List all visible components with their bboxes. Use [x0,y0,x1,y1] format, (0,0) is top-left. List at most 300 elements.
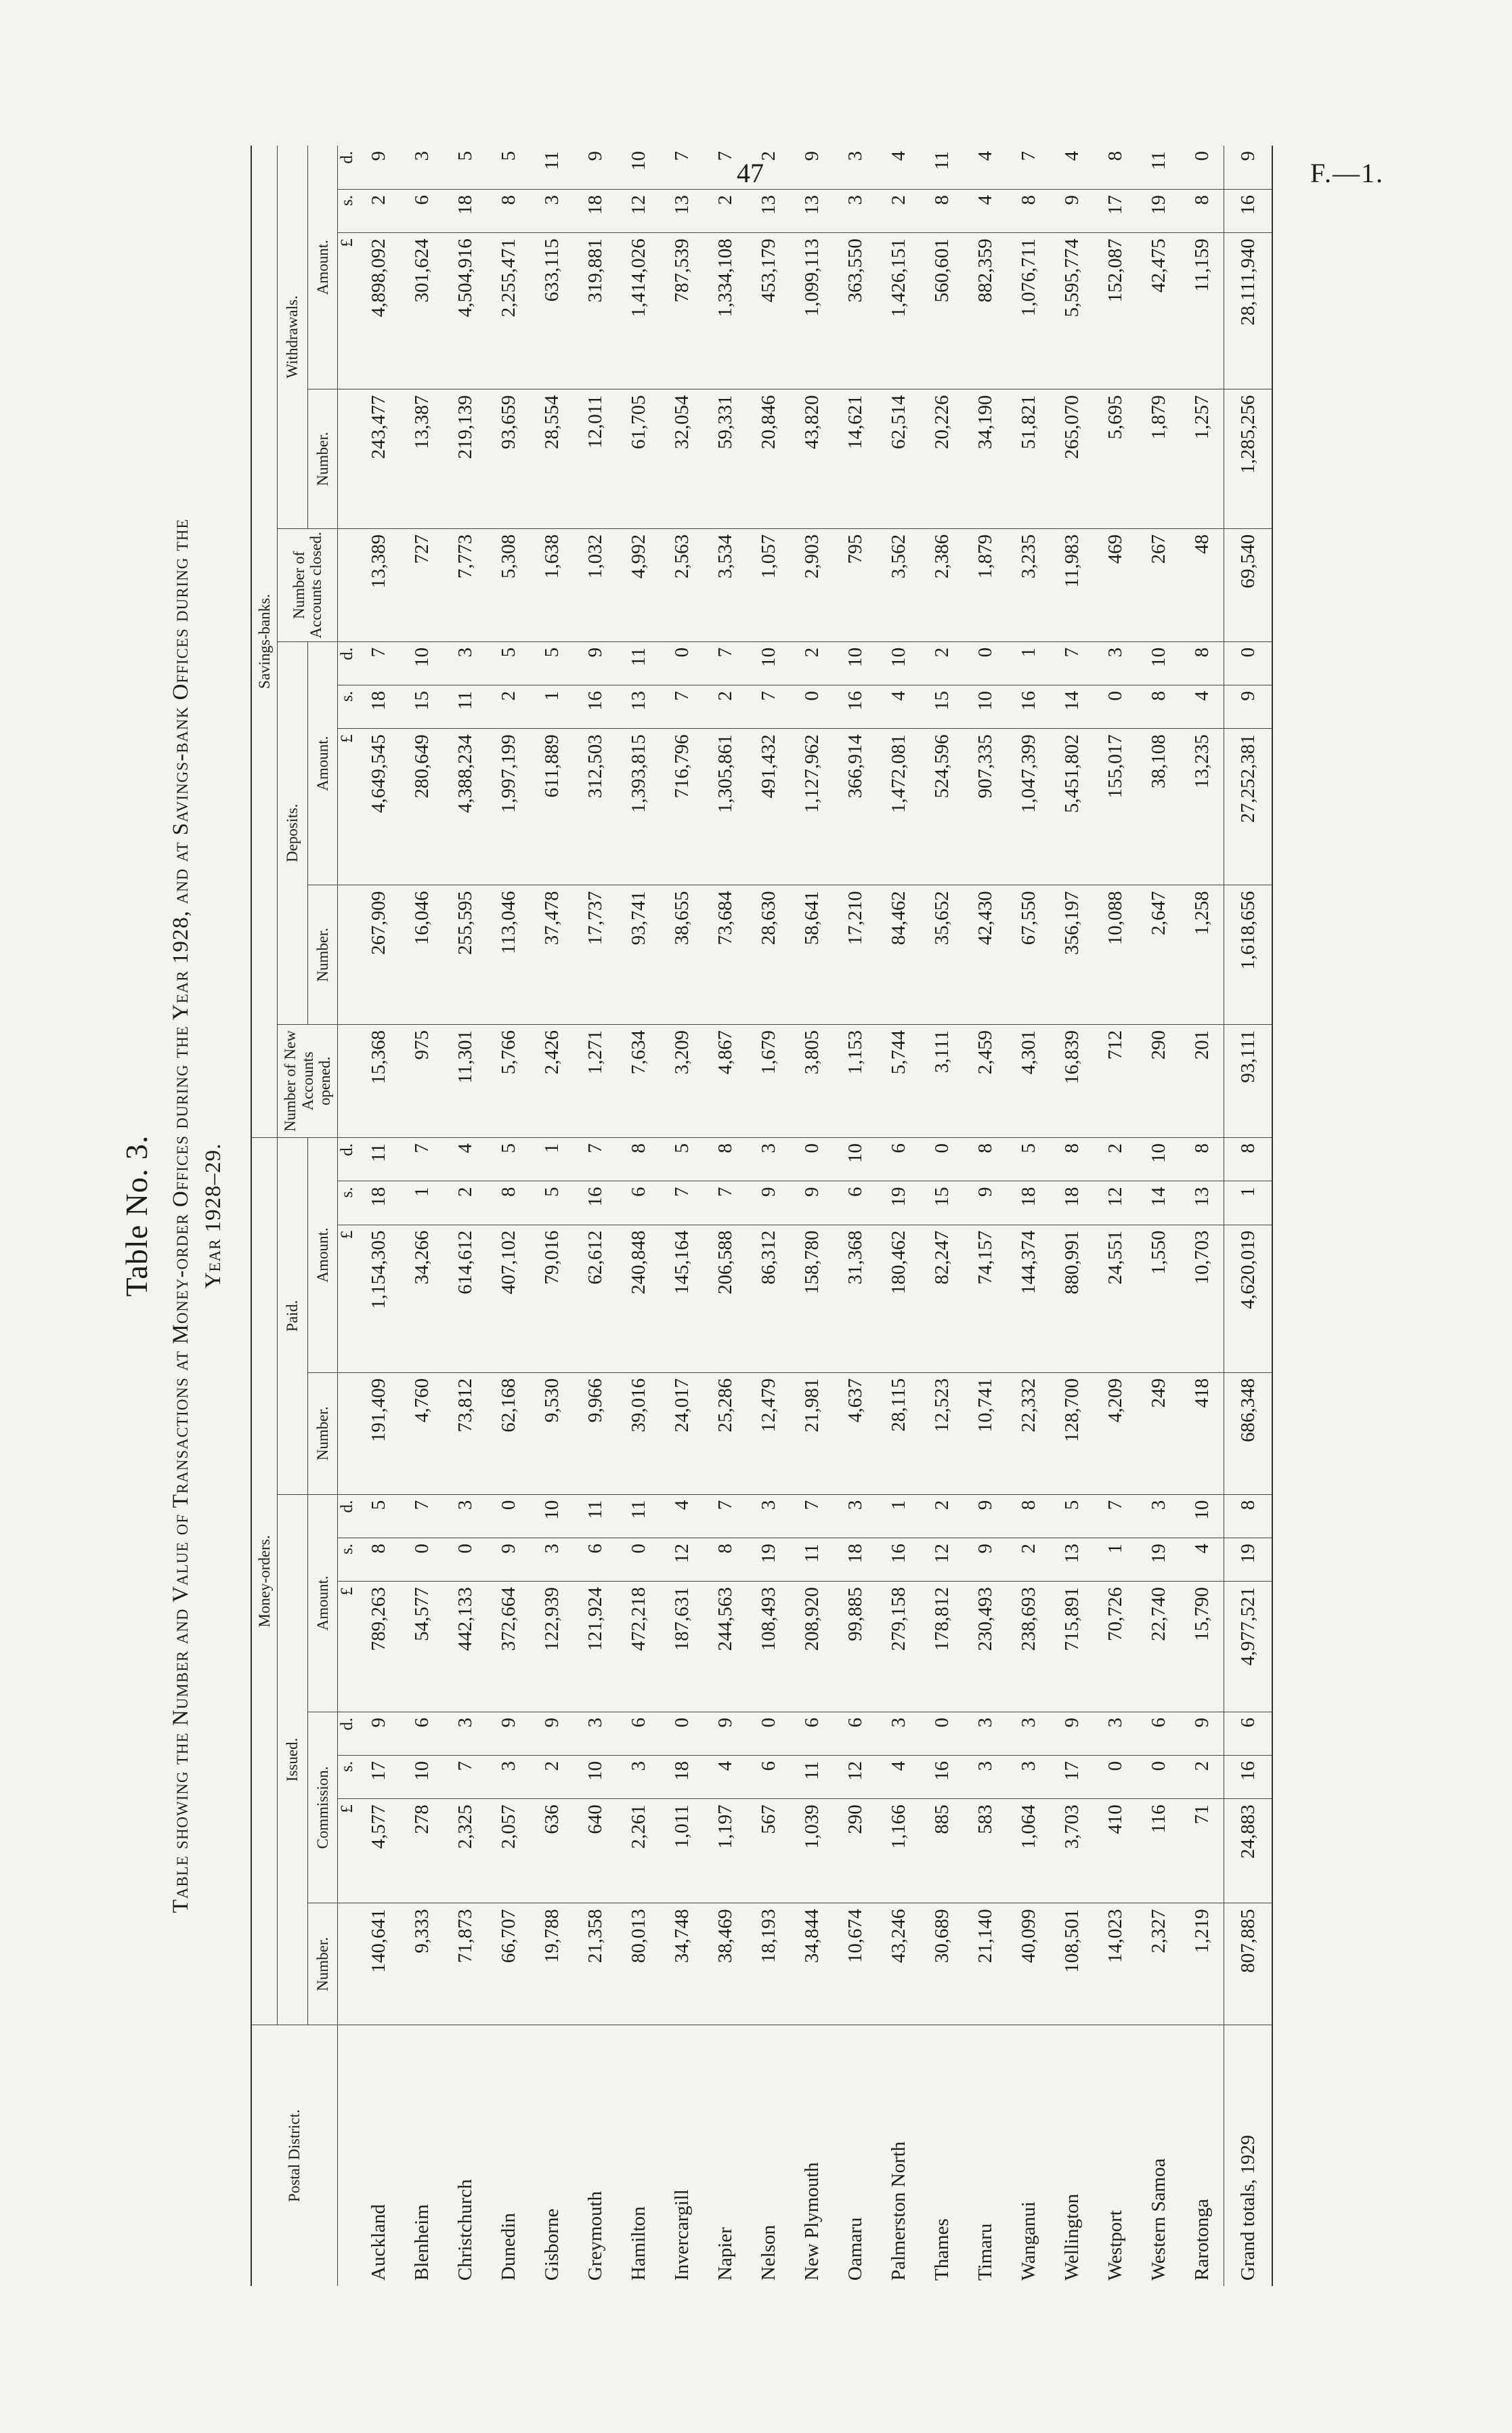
cell-closed: 1,879 [964,528,1007,641]
cell-dep-s: 8 [1137,685,1180,729]
cell-dep-d: 2 [920,641,964,685]
cell-iss-num: 108,501 [1050,1903,1094,2025]
cell-iss-l: 715,891 [1050,1582,1094,1712]
cell-new-acc: 93,111 [1224,1024,1273,1137]
cell-dep-d: 11 [617,641,660,685]
unit-pence: d. [338,1712,358,1755]
cell-new-acc: 11,301 [444,1024,487,1137]
table-row [617,146,660,2286]
cell-closed: 2,563 [660,528,704,641]
cell-dep-s: 16 [574,685,617,729]
cell-paid-d: 8 [1180,1137,1224,1181]
table-title: Table No. 3. [119,1135,154,1297]
cell-dep-l: 4,388,234 [444,729,487,885]
cell-new-acc: 4,301 [1007,1024,1050,1137]
cell-paid-l: 145,164 [660,1225,704,1372]
district-name: New Plymouth [800,2162,823,2281]
table-row [1050,146,1094,2286]
cell-paid-l: 34,266 [400,1225,444,1372]
cell-com-s: 7 [444,1756,487,1799]
cell-dep-s: 15 [400,685,444,729]
cell-com-d: 9 [487,1712,530,1755]
cell-iss-d: 3 [1137,1494,1180,1538]
cell-paid-l: 180,462 [877,1225,920,1372]
cell-wd-s: 8 [1180,189,1224,232]
cell-paid-l: 10,703 [1180,1225,1224,1372]
cell-wd-d: 4 [877,146,920,189]
cell-paid-d: 8 [704,1137,747,1181]
cell-paid-num: 686,348 [1224,1372,1273,1494]
cell-wd-l: 152,087 [1094,233,1137,389]
cell-wd-d: 3 [400,146,444,189]
cell-com-l: 116 [1137,1799,1180,1903]
cell-com-s: 2 [1180,1756,1224,1799]
cell-closed: 1,638 [530,528,574,641]
cell-paid-l: 1,154,305 [357,1225,400,1372]
cell-com-d: 6 [1224,1712,1273,1755]
cell-dep-s: 16 [834,685,877,729]
cell-wd-l: 363,550 [834,233,877,389]
cell-iss-num: 43,246 [877,1903,920,2025]
cell-dep-d: 3 [444,641,487,685]
cell-paid-d: 5 [660,1137,704,1181]
cell-paid-d: 8 [1224,1137,1273,1181]
cell-paid-d: 10 [834,1137,877,1181]
cell-wd-num: 32,054 [660,389,704,529]
cell-wd-s: 2 [704,189,747,232]
district-name: Wellington [1060,2193,1083,2281]
district-name: Invercargill [670,2189,693,2281]
cell-iss-num: 14,023 [1094,1903,1137,2025]
cell-wd-s: 17 [1094,189,1137,232]
cell-wd-l: 787,539 [660,233,704,389]
header-paid: Paid. [278,1137,307,1494]
cell-paid-num: 25,286 [704,1372,747,1494]
cell-dep-d: 10 [747,641,790,685]
table-row [400,146,444,2286]
cell-paid-d: 11 [357,1137,400,1181]
header-deposits-amount: Amount. [307,641,337,885]
cell-com-d: 3 [1007,1712,1050,1755]
header-issued-number: Number. [307,1903,337,2025]
cell-dep-l: 27,252,381 [1224,729,1273,885]
cell-iss-l: 121,924 [574,1582,617,1712]
cell-dep-num: 73,684 [704,885,747,1025]
cell-paid-num: 28,115 [877,1372,920,1494]
cell-new-acc: 16,839 [1050,1024,1094,1137]
cell-new-acc: 5,766 [487,1024,530,1137]
cell-com-l: 2,325 [444,1799,487,1903]
district-name: Blenheim [410,2204,433,2281]
cell-dep-l: 280,649 [400,729,444,885]
cell-com-l: 1,064 [1007,1799,1050,1903]
cell-new-acc: 3,111 [920,1024,964,1137]
cell-com-d: 0 [747,1712,790,1755]
cell-com-l: 567 [747,1799,790,1903]
unit-pence: d. [338,146,358,189]
cell-wd-s: 9 [1050,189,1094,232]
cell-wd-d: 7 [704,146,747,189]
cell-paid-s: 7 [704,1181,747,1225]
cell-wd-l: 28,111,940 [1224,233,1273,389]
cell-dep-d: 7 [704,641,747,685]
header-issued: Issued. [278,1494,307,2025]
unit-shilling: s. [338,685,358,729]
cell-paid-s: 9 [747,1181,790,1225]
cell-paid-num: 24,017 [660,1372,704,1494]
cell-paid-l: 158,780 [790,1225,834,1372]
cell-paid-s: 9 [964,1181,1007,1225]
cell-iss-s: 11 [790,1538,834,1581]
cell-iss-d: 11 [617,1494,660,1538]
cell-iss-l: 15,790 [1180,1582,1224,1712]
cell-com-s: 4 [704,1756,747,1799]
cell-paid-num: 12,479 [747,1372,790,1494]
cell-wd-s: 3 [834,189,877,232]
cell-iss-num: 34,844 [790,1903,834,2025]
cell-com-l: 24,883 [1224,1799,1273,1903]
cell-wd-num: 34,190 [964,389,1007,529]
cell-paid-l: 206,588 [704,1225,747,1372]
cell-paid-s: 8 [487,1181,530,1225]
cell-closed: 5,308 [487,528,530,641]
district-name: Hamilton [627,2206,649,2281]
cell-com-s: 0 [1137,1756,1180,1799]
cell-paid-s: 9 [790,1181,834,1225]
cell-wd-l: 1,099,113 [790,233,834,389]
district-name: Palmerston North [887,2141,909,2281]
cell-new-acc: 712 [1094,1024,1137,1137]
header-paid-number: Number. [307,1372,337,1494]
cell-wd-l: 42,475 [1137,233,1180,389]
cell-closed: 267 [1137,528,1180,641]
cell-wd-l: 11,159 [1180,233,1224,389]
cell-paid-s: 14 [1137,1181,1180,1225]
cell-iss-d: 10 [1180,1494,1224,1538]
cell-wd-num: 1,285,256 [1224,389,1273,529]
cell-dep-d: 5 [487,641,530,685]
header-paid-amount: Amount. [307,1137,337,1372]
cell-iss-d: 3 [747,1494,790,1538]
cell-dep-num: 84,462 [877,885,920,1025]
cell-dep-d: 7 [1050,641,1094,685]
cell-iss-l: 187,631 [660,1582,704,1712]
table-header [251,146,338,2286]
cell-iss-l: 70,726 [1094,1582,1137,1712]
cell-wd-d: 7 [660,146,704,189]
cell-iss-d: 3 [834,1494,877,1538]
cell-com-d: 6 [400,1712,444,1755]
cell-com-d: 0 [660,1712,704,1755]
cell-wd-num: 20,226 [920,389,964,529]
district-name: Wanganui [1017,2201,1039,2281]
cell-paid-d: 0 [790,1137,834,1181]
table-description [165,132,230,2300]
cell-closed: 11,983 [1050,528,1094,641]
cell-wd-num: 265,070 [1050,389,1094,529]
cell-paid-num: 9,530 [530,1372,574,1494]
unit-pence: d. [338,641,358,685]
cell-wd-d: 9 [574,146,617,189]
cell-dep-d: 10 [1137,641,1180,685]
cell-iss-d: 10 [530,1494,574,1538]
cell-closed: 3,562 [877,528,920,641]
cell-paid-d: 4 [444,1137,487,1181]
cell-paid-s: 6 [617,1181,660,1225]
cell-new-acc: 3,209 [660,1024,704,1137]
cell-dep-num: 255,595 [444,885,487,1025]
cell-new-acc: 975 [400,1024,444,1137]
cell-dep-s: 18 [357,685,400,729]
cell-iss-s: 3 [530,1538,574,1581]
cell-com-s: 17 [1050,1756,1094,1799]
cell-com-d: 9 [1050,1712,1094,1755]
cell-iss-s: 16 [877,1538,920,1581]
cell-com-s: 3 [487,1756,530,1799]
cell-paid-num: 191,409 [357,1372,400,1494]
cell-closed: 795 [834,528,877,641]
cell-wd-d: 5 [444,146,487,189]
district-name: Dunedin [497,2213,519,2281]
cell-dep-num: 1,618,656 [1224,885,1273,1025]
cell-paid-num: 418 [1180,1372,1224,1494]
cell-wd-l: 2,255,471 [487,233,530,389]
cell-iss-num: 19,788 [530,1903,574,2025]
cell-wd-num: 243,477 [357,389,400,529]
cell-iss-l: 22,740 [1137,1582,1180,1712]
cell-wd-num: 59,331 [704,389,747,529]
cell-dep-l: 312,503 [574,729,617,885]
header-postal-district: Postal District. [251,2025,338,2286]
cell-paid-s: 16 [574,1181,617,1225]
cell-dep-d: 8 [1180,641,1224,685]
cell-wd-num: 219,139 [444,389,487,529]
unit-shilling: s. [338,1538,358,1581]
cell-dep-num: 58,641 [790,885,834,1025]
cell-wd-l: 4,504,916 [444,233,487,389]
table-row [1094,146,1137,2286]
cell-iss-num: 80,013 [617,1903,660,2025]
cell-iss-l: 279,158 [877,1582,920,1712]
cell-new-acc: 290 [1137,1024,1180,1137]
cell-dep-num: 10,088 [1094,885,1137,1025]
cell-wd-s: 8 [487,189,530,232]
district-name: Timaru [974,2223,996,2281]
unit-pound: £ [338,1582,358,1712]
unit-pound: £ [338,729,358,885]
cell-com-d: 9 [1180,1712,1224,1755]
district-name: Christchurch [454,2179,476,2281]
cell-com-l: 640 [574,1799,617,1903]
cell-iss-s: 19 [747,1538,790,1581]
cell-closed: 7,773 [444,528,487,641]
cell-closed: 48 [1180,528,1224,641]
cell-paid-l: 31,368 [834,1225,877,1372]
cell-paid-l: 4,620,019 [1224,1225,1273,1372]
cell-dep-l: 524,596 [920,729,964,885]
district-name: Gisborne [540,2208,563,2281]
cell-dep-l: 155,017 [1094,729,1137,885]
table-row [1180,146,1224,2286]
cell-dep-num: 37,478 [530,885,574,1025]
cell-iss-num: 40,099 [1007,1903,1050,2025]
cell-closed: 3,534 [704,528,747,641]
cell-wd-l: 633,115 [530,233,574,389]
cell-iss-s: 12 [660,1538,704,1581]
cell-wd-l: 301,624 [400,233,444,389]
cell-dep-num: 356,197 [1050,885,1094,1025]
cell-iss-s: 2 [1007,1538,1050,1581]
district-name: Westport [1104,2210,1126,2281]
unit-pound: £ [338,233,358,389]
cell-paid-d: 6 [877,1137,920,1181]
cell-wd-d: 10 [617,146,660,189]
cell-dep-d: 0 [660,641,704,685]
table-row [574,146,617,2286]
cell-wd-d: 2 [747,146,790,189]
cell-paid-num: 249 [1137,1372,1180,1494]
district-name: Nelson [757,2224,779,2281]
cell-paid-s: 1 [1224,1181,1273,1225]
cell-iss-l: 99,885 [834,1582,877,1712]
cell-dep-l: 1,997,199 [487,729,530,885]
cell-wd-d: 7 [1007,146,1050,189]
unit-shilling: s. [338,1756,358,1799]
page-number: 47 [737,158,764,188]
district-name: Thames [930,2218,953,2281]
cell-iss-l: 442,133 [444,1582,487,1712]
cell-dep-d: 0 [1224,641,1273,685]
cell-iss-s: 8 [357,1538,400,1581]
cell-iss-l: 4,977,521 [1224,1582,1273,1712]
cell-paid-l: 144,374 [1007,1225,1050,1372]
cell-paid-s: 13 [1180,1181,1224,1225]
cell-paid-num: 73,812 [444,1372,487,1494]
cell-paid-d: 0 [920,1137,964,1181]
table-row [920,146,964,2286]
cell-paid-s: 5 [530,1181,574,1225]
cell-com-s: 3 [617,1756,660,1799]
cell-iss-l: 230,493 [964,1582,1007,1712]
table-row [704,146,747,2286]
cell-new-acc: 1,271 [574,1024,617,1137]
cell-dep-l: 491,432 [747,729,790,885]
cell-closed: 4,992 [617,528,660,641]
cell-new-acc: 201 [1180,1024,1224,1137]
cell-com-l: 1,197 [704,1799,747,1903]
cell-iss-d: 8 [1224,1494,1273,1538]
cell-iss-l: 54,577 [400,1582,444,1712]
cell-dep-l: 5,451,802 [1050,729,1094,885]
cell-paid-l: 82,247 [920,1225,964,1372]
cell-wd-d: 3 [834,146,877,189]
cell-dep-d: 9 [574,641,617,685]
cell-com-l: 583 [964,1799,1007,1903]
cell-paid-num: 9,966 [574,1372,617,1494]
cell-wd-s: 13 [660,189,704,232]
cell-iss-d: 7 [400,1494,444,1538]
cell-iss-d: 7 [1094,1494,1137,1538]
cell-dep-num: 28,630 [747,885,790,1025]
cell-dep-s: 4 [1180,685,1224,729]
cell-paid-l: 1,550 [1137,1225,1180,1372]
cell-paid-num: 22,332 [1007,1372,1050,1494]
cell-closed: 1,057 [747,528,790,641]
cell-dep-num: 35,652 [920,885,964,1025]
cell-wd-d: 4 [964,146,1007,189]
cell-iss-d: 9 [964,1494,1007,1538]
cell-com-l: 636 [530,1799,574,1903]
cell-dep-s: 15 [920,685,964,729]
cell-paid-num: 39,016 [617,1372,660,1494]
cell-com-s: 10 [574,1756,617,1799]
cell-dep-s: 10 [964,685,1007,729]
cell-paid-num: 62,168 [487,1372,530,1494]
cell-iss-l: 208,920 [790,1582,834,1712]
cell-dep-d: 5 [530,641,574,685]
cell-dep-num: 67,550 [1007,885,1050,1025]
cell-dep-l: 1,472,081 [877,729,920,885]
cell-iss-s: 12 [920,1538,964,1581]
header-deposits: Deposits. [278,641,307,1024]
table-row [1007,146,1050,2286]
cell-paid-d: 10 [1137,1137,1180,1181]
cell-wd-d: 8 [1094,146,1137,189]
cell-wd-num: 14,621 [834,389,877,529]
cell-new-acc: 1,153 [834,1024,877,1137]
cell-com-d: 6 [1137,1712,1180,1755]
cell-dep-l: 13,235 [1180,729,1224,885]
table-row [834,146,877,2286]
cell-com-s: 2 [530,1756,574,1799]
cell-dep-s: 4 [877,685,920,729]
cell-iss-num: 1,219 [1180,1903,1224,2025]
cell-new-acc: 2,459 [964,1024,1007,1137]
cell-paid-d: 2 [1094,1137,1137,1181]
cell-dep-l: 38,108 [1137,729,1180,885]
cell-iss-d: 5 [1050,1494,1094,1538]
table-heading [105,132,230,2300]
district-name: Grand totals, 1929 [1224,2025,1273,2286]
header-deposits-number: Number. [307,885,337,1025]
rotated-table-area [105,132,1391,2300]
cell-dep-d: 10 [877,641,920,685]
cell-wd-l: 882,359 [964,233,1007,389]
cell-wd-d: 9 [357,146,400,189]
cell-wd-l: 1,334,108 [704,233,747,389]
cell-dep-d: 3 [1094,641,1137,685]
cell-dep-l: 4,649,545 [357,729,400,885]
cell-dep-l: 366,914 [834,729,877,885]
cell-dep-s: 16 [1007,685,1050,729]
cell-closed: 1,032 [574,528,617,641]
cell-paid-s: 7 [660,1181,704,1225]
cell-iss-s: 13 [1050,1538,1094,1581]
cell-dep-d: 7 [357,641,400,685]
cell-wd-l: 1,426,151 [877,233,920,389]
cell-iss-s: 1 [1094,1538,1137,1581]
cell-wd-d: 4 [1050,146,1094,189]
cell-com-d: 6 [834,1712,877,1755]
cell-com-d: 3 [877,1712,920,1755]
table-row [964,146,1007,2286]
cell-wd-num: 1,879 [1137,389,1180,529]
cell-wd-num: 93,659 [487,389,530,529]
cell-iss-l: 372,664 [487,1582,530,1712]
cell-paid-d: 8 [617,1137,660,1181]
cell-wd-s: 19 [1137,189,1180,232]
district-name: Greymouth [584,2191,606,2281]
